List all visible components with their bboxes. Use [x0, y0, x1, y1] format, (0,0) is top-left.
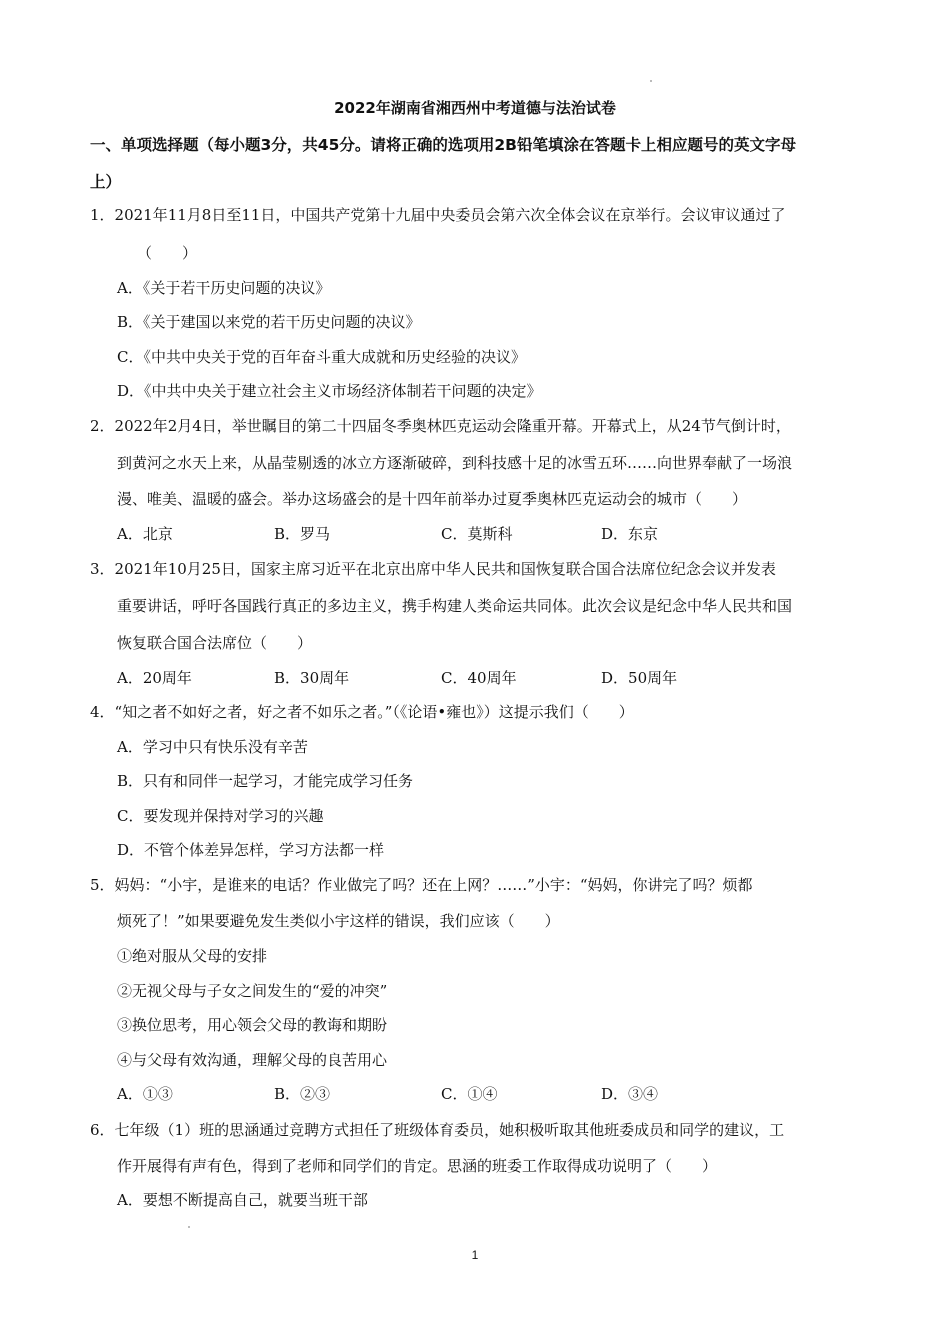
q2-option-c: C．莫斯科 [441, 525, 513, 543]
q1-option-a: A．《关于若干历史问题的决议》 [117, 279, 331, 297]
q6-stem-line-1: 6．七年级（1）班的思涵通过竞聘方式担任了班级体育委员，她积极听取其他班委成员和同学的建议，工 [90, 1121, 785, 1139]
q1-stem-line-2: （ ） [137, 244, 198, 262]
q1-option-c: C．《中共中央关于党的百年奋斗重大成就和历史经验的决议》 [117, 348, 526, 366]
q1-option-d: D．《中共中央关于建立社会主义市场经济体制若干问题的决定》 [117, 382, 542, 400]
q5-item-3: ③换位思考，用心领会父母的教诲和期盼 [117, 1016, 388, 1034]
q4-option-c: C．要发现并保持对学习的兴趣 [117, 807, 324, 825]
q5-stem-line-2: 烦死了！”如果要避免发生类似小宇这样的错误，我们应该（ ） [117, 912, 560, 930]
section-heading-line-1: 一、单项选择题（每小题3分，共45分。请将正确的选项用2B铅笔填涂在答题卡上相应题号的英文字母 [90, 136, 796, 154]
q5-option-b: B．②③ [274, 1085, 331, 1103]
q3-option-a: A．20周年 [117, 669, 192, 687]
q2-option-d: D．东京 [601, 525, 659, 543]
q2-option-b: B．罗马 [274, 525, 331, 543]
q4-option-a: A．学习中只有快乐没有辛苦 [117, 738, 308, 756]
q5-item-2: ②无视父母与子女之间发生的“爱的冲突” [117, 982, 388, 1000]
q5-item-1: ①绝对服从父母的安排 [117, 947, 268, 965]
exam-title: 2022年湖南省湘西州中考道德与法治试卷 [334, 99, 616, 117]
q4-option-b: B．只有和同伴一起学习，才能完成学习任务 [117, 772, 414, 790]
q4-stem: 4．“知之者不如好之者，好之者不如乐之者。”（《论语•雍也》）这提示我们（ ） [90, 703, 634, 721]
q4-option-d: D．不管个体差异怎样，学习方法都一样 [117, 841, 385, 859]
q3-option-d: D．50周年 [601, 669, 678, 687]
q2-stem-line-1: 2．2022年2月4日，举世瞩目的第二十四届冬季奥林匹克运动会隆重开幕。开幕式上，从24节气倒计时， [90, 417, 791, 435]
page-number: 1 [471, 1248, 479, 1262]
q5-option-a: A．①③ [117, 1085, 173, 1103]
q3-stem-line-1: 3．2021年10月25日，国家主席习近平在北京出席中华人民共和国恢复联合国合法席位纪念会议并发表 [90, 560, 776, 578]
q6-stem-line-2: 作开展得有声有色，得到了老师和同学们的肯定。思涵的班委工作取得成功说明了（ ） [117, 1157, 718, 1175]
q3-stem-line-2: 重要讲话，呼吁各国践行真正的多边主义，携手构建人类命运共同体。此次会议是纪念中华人民共和国 [117, 597, 793, 615]
scan-speck [650, 80, 652, 82]
q5-option-c: C．①④ [441, 1085, 498, 1103]
section-heading-line-2: 上） [90, 173, 122, 191]
q5-option-d: D．③④ [601, 1085, 659, 1103]
q3-option-c: C．40周年 [441, 669, 517, 687]
q1-option-b: B．《关于建国以来党的若干历史问题的决议》 [117, 313, 421, 331]
q3-option-b: B．30周年 [274, 669, 350, 687]
q2-stem-line-3: 漫、唯美、温暖的盛会。举办这场盛会的是十四年前举办过夏季奥林匹克运动会的城市（ ） [117, 490, 748, 508]
scan-speck [188, 1226, 190, 1228]
q2-option-a: A．北京 [117, 525, 173, 543]
q6-option-a: A．要想不断提高自己，就要当班干部 [117, 1191, 368, 1209]
q5-stem-line-1: 5．妈妈：“小宇，是谁来的电话？作业做完了吗？还在上网？……”小宇：“妈妈，你讲完了吗？烦都 [90, 876, 753, 894]
q2-stem-line-2: 到黄河之水天上来，从晶莹剔透的冰立方逐渐破碎，到科技感十足的冰雪五环……向世界奉献了一场浪 [117, 454, 793, 472]
q1-stem-line-1: 1．2021年11月8日至11日，中国共产党第十九届中央委员会第六次全体会议在京举行。会议审议通过了 [90, 206, 786, 224]
q5-item-4: ④与父母有效沟通，理解父母的良苦用心 [117, 1051, 388, 1069]
q3-stem-line-3: 恢复联合国合法席位（ ） [117, 634, 313, 652]
